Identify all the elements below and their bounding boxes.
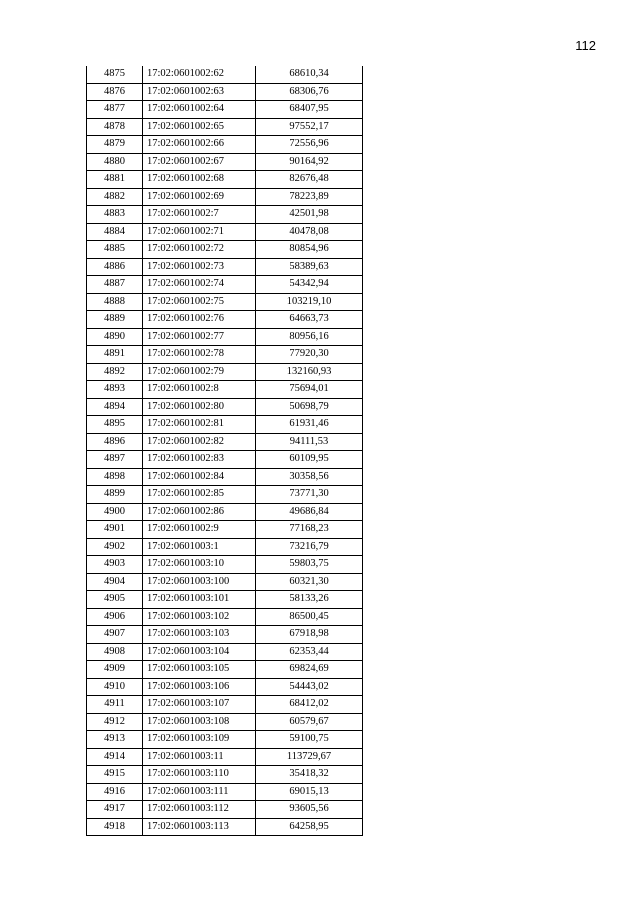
row-number-cell: 4892 [87, 363, 143, 381]
table-row [87, 521, 363, 539]
cadastral-value-cell: 64258,95 [256, 818, 363, 836]
cadastral-number-cell: 17:02:0601002:79 [143, 363, 256, 381]
cadastral-value-cell: 80854,96 [256, 241, 363, 259]
cadastral-value-cell: 49686,84 [256, 503, 363, 521]
row-number-cell: 4914 [87, 748, 143, 766]
row-number-cell: 4908 [87, 643, 143, 661]
cadastral-value-cell: 60109,95 [256, 451, 363, 469]
cadastral-value-cell: 68412,02 [256, 696, 363, 714]
cadastral-value-cell: 64663,73 [256, 311, 363, 329]
cadastral-number-cell: 17:02:0601003:111 [143, 783, 256, 801]
row-number-cell: 4881 [87, 171, 143, 189]
table-row [87, 416, 363, 434]
row-number-cell: 4911 [87, 696, 143, 714]
row-number-cell: 4912 [87, 713, 143, 731]
table-row [87, 101, 363, 119]
cadastral-number-cell: 17:02:0601002:8 [143, 381, 256, 399]
cadastral-number-cell: 17:02:0601003:101 [143, 591, 256, 609]
row-number-cell: 4901 [87, 521, 143, 539]
table-row [87, 118, 363, 136]
cadastral-number-cell: 17:02:0601002:72 [143, 241, 256, 259]
cadastral-value-cell: 93605,56 [256, 801, 363, 819]
table-row [87, 696, 363, 714]
table-row [87, 433, 363, 451]
cadastral-number-cell: 17:02:0601003:110 [143, 766, 256, 784]
cadastral-value-cell: 59803,75 [256, 556, 363, 574]
table-row [87, 608, 363, 626]
table-row [87, 766, 363, 784]
row-number-cell: 4878 [87, 118, 143, 136]
table-row [87, 381, 363, 399]
cadastral-number-cell: 17:02:0601003:104 [143, 643, 256, 661]
cadastral-value-cell: 35418,32 [256, 766, 363, 784]
cadastral-value-cell: 40478,08 [256, 223, 363, 241]
row-number-cell: 4915 [87, 766, 143, 784]
cadastral-value-cell: 68610,34 [256, 66, 363, 83]
table-row [87, 626, 363, 644]
cadastral-value-cell: 61931,46 [256, 416, 363, 434]
row-number-cell: 4888 [87, 293, 143, 311]
table-row [87, 556, 363, 574]
table-body [87, 66, 363, 836]
cadastral-number-cell: 17:02:0601003:1 [143, 538, 256, 556]
cadastral-number-cell: 17:02:0601002:66 [143, 136, 256, 154]
table-row [87, 398, 363, 416]
row-number-cell: 4917 [87, 801, 143, 819]
cadastral-value-cell: 62353,44 [256, 643, 363, 661]
table-row [87, 486, 363, 504]
cadastral-number-cell: 17:02:0601002:63 [143, 83, 256, 101]
cadastral-value-cell: 54443,02 [256, 678, 363, 696]
row-number-cell: 4906 [87, 608, 143, 626]
table-row [87, 801, 363, 819]
cadastral-value-cell: 113729,67 [256, 748, 363, 766]
cadastral-number-cell: 17:02:0601002:77 [143, 328, 256, 346]
cadastral-value-cell: 60579,67 [256, 713, 363, 731]
cadastral-value-cell: 75694,01 [256, 381, 363, 399]
row-number-cell: 4884 [87, 223, 143, 241]
table-row [87, 241, 363, 259]
cadastral-value-cell: 132160,93 [256, 363, 363, 381]
table-row [87, 573, 363, 591]
row-number-cell: 4902 [87, 538, 143, 556]
cadastral-number-cell: 17:02:0601002:76 [143, 311, 256, 329]
cadastral-number-cell: 17:02:0601002:86 [143, 503, 256, 521]
row-number-cell: 4918 [87, 818, 143, 836]
cadastral-value-cell: 58133,26 [256, 591, 363, 609]
cadastral-value-cell: 60321,30 [256, 573, 363, 591]
row-number-cell: 4879 [87, 136, 143, 154]
table-row [87, 223, 363, 241]
cadastral-number-cell: 17:02:0601002:84 [143, 468, 256, 486]
row-number-cell: 4895 [87, 416, 143, 434]
row-number-cell: 4896 [87, 433, 143, 451]
table-row [87, 731, 363, 749]
row-number-cell: 4907 [87, 626, 143, 644]
row-number-cell: 4889 [87, 311, 143, 329]
row-number-cell: 4882 [87, 188, 143, 206]
table-row [87, 643, 363, 661]
row-number-cell: 4877 [87, 101, 143, 119]
cadastral-value-cell: 94111,53 [256, 433, 363, 451]
cadastral-number-cell: 17:02:0601002:78 [143, 346, 256, 364]
cadastral-number-cell: 17:02:0601002:80 [143, 398, 256, 416]
table-row [87, 66, 363, 83]
cadastral-value-cell: 59100,75 [256, 731, 363, 749]
row-number-cell: 4904 [87, 573, 143, 591]
cadastral-value-cell: 69824,69 [256, 661, 363, 679]
table-row [87, 311, 363, 329]
table-row [87, 468, 363, 486]
table-row [87, 171, 363, 189]
row-number-cell: 4909 [87, 661, 143, 679]
table-row [87, 783, 363, 801]
cadastral-number-cell: 17:02:0601002:82 [143, 433, 256, 451]
table-row [87, 136, 363, 154]
cadastral-value-cell: 73771,30 [256, 486, 363, 504]
cadastral-number-cell: 17:02:0601003:106 [143, 678, 256, 696]
cadastral-number-cell: 17:02:0601002:65 [143, 118, 256, 136]
table-row [87, 258, 363, 276]
table-row [87, 661, 363, 679]
cadastral-number-cell: 17:02:0601003:102 [143, 608, 256, 626]
cadastral-value-cell: 78223,89 [256, 188, 363, 206]
cadastral-value-cell: 97552,17 [256, 118, 363, 136]
cadastral-value-cell: 77920,30 [256, 346, 363, 364]
cadastral-number-cell: 17:02:0601002:75 [143, 293, 256, 311]
table-row [87, 206, 363, 224]
cadastral-number-cell: 17:02:0601002:73 [143, 258, 256, 276]
cadastral-number-cell: 17:02:0601003:10 [143, 556, 256, 574]
cadastral-value-cell: 77168,23 [256, 521, 363, 539]
cadastral-value-cell: 50698,79 [256, 398, 363, 416]
table-row [87, 188, 363, 206]
table-row [87, 83, 363, 101]
cadastral-number-cell: 17:02:0601002:74 [143, 276, 256, 294]
cadastral-number-cell: 17:02:0601003:109 [143, 731, 256, 749]
cadastral-number-cell: 17:02:0601002:83 [143, 451, 256, 469]
cadastral-value-cell: 54342,94 [256, 276, 363, 294]
cadastral-value-table [86, 66, 363, 836]
cadastral-number-cell: 17:02:0601002:85 [143, 486, 256, 504]
table-row [87, 503, 363, 521]
row-number-cell: 4890 [87, 328, 143, 346]
table-row [87, 346, 363, 364]
cadastral-number-cell: 17:02:0601003:11 [143, 748, 256, 766]
row-number-cell: 4894 [87, 398, 143, 416]
row-number-cell: 4886 [87, 258, 143, 276]
cadastral-number-cell: 17:02:0601002:62 [143, 66, 256, 83]
cadastral-value-cell: 30358,56 [256, 468, 363, 486]
cadastral-value-cell: 58389,63 [256, 258, 363, 276]
cadastral-number-cell: 17:02:0601002:68 [143, 171, 256, 189]
table-row [87, 538, 363, 556]
row-number-cell: 4900 [87, 503, 143, 521]
table-row [87, 713, 363, 731]
cadastral-value-cell: 80956,16 [256, 328, 363, 346]
table-row [87, 591, 363, 609]
table-row [87, 678, 363, 696]
cadastral-number-cell: 17:02:0601002:81 [143, 416, 256, 434]
cadastral-number-cell: 17:02:0601002:64 [143, 101, 256, 119]
row-number-cell: 4883 [87, 206, 143, 224]
row-number-cell: 4910 [87, 678, 143, 696]
row-number-cell: 4893 [87, 381, 143, 399]
row-number-cell: 4899 [87, 486, 143, 504]
table-row [87, 818, 363, 836]
row-number-cell: 4903 [87, 556, 143, 574]
cadastral-value-cell: 86500,45 [256, 608, 363, 626]
table-row [87, 328, 363, 346]
cadastral-number-cell: 17:02:0601003:113 [143, 818, 256, 836]
cadastral-value-cell: 42501,98 [256, 206, 363, 224]
cadastral-number-cell: 17:02:0601003:108 [143, 713, 256, 731]
cadastral-value-cell: 72556,96 [256, 136, 363, 154]
cadastral-value-cell: 68306,76 [256, 83, 363, 101]
cadastral-number-cell: 17:02:0601003:103 [143, 626, 256, 644]
row-number-cell: 4876 [87, 83, 143, 101]
cadastral-number-cell: 17:02:0601002:69 [143, 188, 256, 206]
row-number-cell: 4898 [87, 468, 143, 486]
row-number-cell: 4887 [87, 276, 143, 294]
table-row [87, 293, 363, 311]
table-row [87, 276, 363, 294]
row-number-cell: 4905 [87, 591, 143, 609]
cadastral-value-cell: 67918,98 [256, 626, 363, 644]
row-number-cell: 4897 [87, 451, 143, 469]
row-number-cell: 4916 [87, 783, 143, 801]
table-row [87, 363, 363, 381]
page-number: 112 [575, 38, 596, 53]
cadastral-number-cell: 17:02:0601003:112 [143, 801, 256, 819]
cadastral-value-cell: 103219,10 [256, 293, 363, 311]
row-number-cell: 4891 [87, 346, 143, 364]
table-row [87, 451, 363, 469]
row-number-cell: 4880 [87, 153, 143, 171]
cadastral-number-cell: 17:02:0601002:9 [143, 521, 256, 539]
cadastral-number-cell: 17:02:0601002:71 [143, 223, 256, 241]
table-row [87, 748, 363, 766]
cadastral-value-cell: 82676,48 [256, 171, 363, 189]
table-row [87, 153, 363, 171]
row-number-cell: 4885 [87, 241, 143, 259]
cadastral-number-cell: 17:02:0601002:67 [143, 153, 256, 171]
cadastral-value-cell: 90164,92 [256, 153, 363, 171]
cadastral-number-cell: 17:02:0601002:7 [143, 206, 256, 224]
cadastral-value-cell: 73216,79 [256, 538, 363, 556]
row-number-cell: 4913 [87, 731, 143, 749]
cadastral-value-cell: 68407,95 [256, 101, 363, 119]
cadastral-number-cell: 17:02:0601003:107 [143, 696, 256, 714]
cadastral-number-cell: 17:02:0601003:100 [143, 573, 256, 591]
cadastral-value-cell: 69015,13 [256, 783, 363, 801]
cadastral-number-cell: 17:02:0601003:105 [143, 661, 256, 679]
row-number-cell: 4875 [87, 66, 143, 83]
